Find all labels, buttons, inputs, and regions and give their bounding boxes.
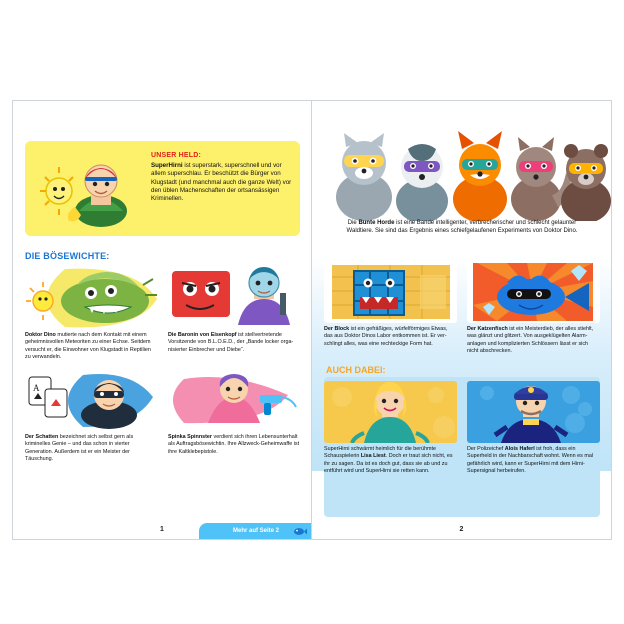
hero-text: [151, 151, 293, 203]
villain-desc: ist ein gefräßiges, würfelförmiges Etwas, das aus Doktor Dinos Labor entkommen ist. Er verschlingt alles, was eine rechteckige Form hat.: [324, 326, 448, 347]
also-name: Lisa Liest: [360, 453, 386, 460]
villain-card: [25, 369, 158, 463]
villain-card: [324, 261, 457, 355]
right-villains-row: [324, 261, 600, 355]
hero-body: ist superstark, superschnell und vor allem superschlau. Er beschützt die Bürger von Klugstadt (und manchmal auch die ganze Welt) vor den üblen Machenschaften der ortsansässigen Kriminellen.: [151, 162, 292, 202]
villains-grid: [25, 267, 301, 463]
page-number: 1: [160, 526, 164, 533]
also-text-post: . Doch er traut sich nicht, es ihr zu sagen. Da ist es doch gut, dass sie ab und zu entführt wird und SuperHirni sie retten kann.: [324, 453, 453, 474]
also-card: [324, 381, 457, 475]
villain-name: Spinka Spinnster: [168, 434, 213, 441]
villain-name: Doktor Dino: [25, 332, 56, 338]
horde-text-pre: Die: [347, 220, 359, 226]
page-number: 2: [459, 526, 464, 533]
villain-text: [25, 434, 158, 463]
villain-name: Die Baronin von Eisenkopf: [168, 332, 237, 338]
hero-box: [25, 141, 300, 236]
more-on-page-label: Mehr auf Seite 2: [232, 528, 279, 534]
villain-desc: mutierte nach dem Kontakt mit einem geheimnisvollen Meteoriten zu einer Echse. Seitdem versucht er, die Einwohner von Klugstadt in Reptilien zu verwandeln.: [25, 332, 151, 360]
more-on-page-banner[interactable]: [199, 523, 312, 539]
der-block-illustration: [324, 261, 457, 323]
villain-desc: ist stellvertretende Vorsitzende von B.L.O.E.D., der „Bande locker organisierter Einbrecher und Diebe“.: [168, 332, 294, 353]
villains-heading: DIE BÖSEWICHTE:: [25, 251, 110, 261]
villain-card: [467, 261, 600, 355]
villain-text: [324, 326, 457, 348]
right-page: [312, 100, 612, 540]
villain-card: [168, 267, 301, 361]
also-name: Alois Haferl: [504, 446, 535, 452]
superhirni-illustration: [39, 151, 144, 229]
also-text-post: ist froh, dass ein Superheld in der Nachbarschaft wohnt. Wenn es mal gefährlich wird, kann er SuperHirni mit dem Hirni-Supersignal herbeirufen.: [467, 446, 594, 474]
also-text: [324, 446, 457, 475]
villain-text: [168, 434, 301, 456]
blue-fish-icon: [293, 527, 307, 536]
left-page: [12, 100, 312, 540]
villain-name: Der Schatten: [25, 434, 59, 441]
spinka-spinnster-illustration: [168, 369, 301, 431]
bunte-horde-group-illustration: [312, 111, 612, 221]
villain-text: [467, 326, 600, 355]
horde-text-post: ist eine Bande intelligenter, verbrecherischer und schlecht gelaunter Waldtiere. Sie sind das Ergebnis eines schiefgelaufenen Experiments von Doktor Dino.: [346, 220, 578, 235]
der-schatten-illustration: [25, 369, 158, 431]
also-text-pre: Der Polizeichef: [467, 446, 505, 452]
villain-desc: bezeichnet sich selbst gern als kriminelles Genie – und das schon in vierter Generation. Außerdem ist er ein Meister der Täuschung.: [25, 434, 134, 463]
horde-text: [336, 219, 588, 235]
hero-heading: UNSER HELD:: [151, 152, 202, 159]
villain-name: Der Katzenfisch: [467, 326, 508, 332]
villain-text: [25, 332, 158, 361]
baronin-von-eisenkopf-illustration: [168, 267, 301, 329]
villain-desc: verdient sich ihren Lebensunterhalt als Auftragsbösewichtin. Ihre Allzweck-Geheimwaffe ist ihre Kaltklebepistole.: [168, 434, 300, 455]
villain-name: Der Block: [324, 326, 350, 332]
doktor-dino-illustration: [25, 267, 158, 329]
villain-card: [25, 267, 158, 361]
svg-text:A: A: [33, 383, 40, 394]
also-text: [467, 446, 600, 475]
lisa-liest-illustration: [324, 381, 457, 443]
villain-desc: ist ein Meisterdieb, der alles stiehlt, was glänzt und glitzert. Von ausgeklügelten Alarmanlagen und komplizierten Schlössern lässt er sich nicht abschrecken.: [467, 326, 594, 354]
villain-text: [168, 332, 301, 354]
villain-card: [168, 369, 301, 463]
der-katzenfisch-illustration: [467, 261, 600, 323]
book-spread: [12, 100, 612, 540]
also-heading: AUCH DABEI:: [326, 365, 386, 375]
alois-haferl-illustration: [467, 381, 600, 443]
also-row: [324, 381, 600, 475]
also-card: [467, 381, 600, 475]
hero-name: SuperHirni: [151, 162, 183, 170]
horde-name: Bunte Horde: [358, 220, 395, 226]
also-text-pre: SuperHirni schwärmt heimlich für die berühmte Schauspielerin: [324, 446, 437, 460]
